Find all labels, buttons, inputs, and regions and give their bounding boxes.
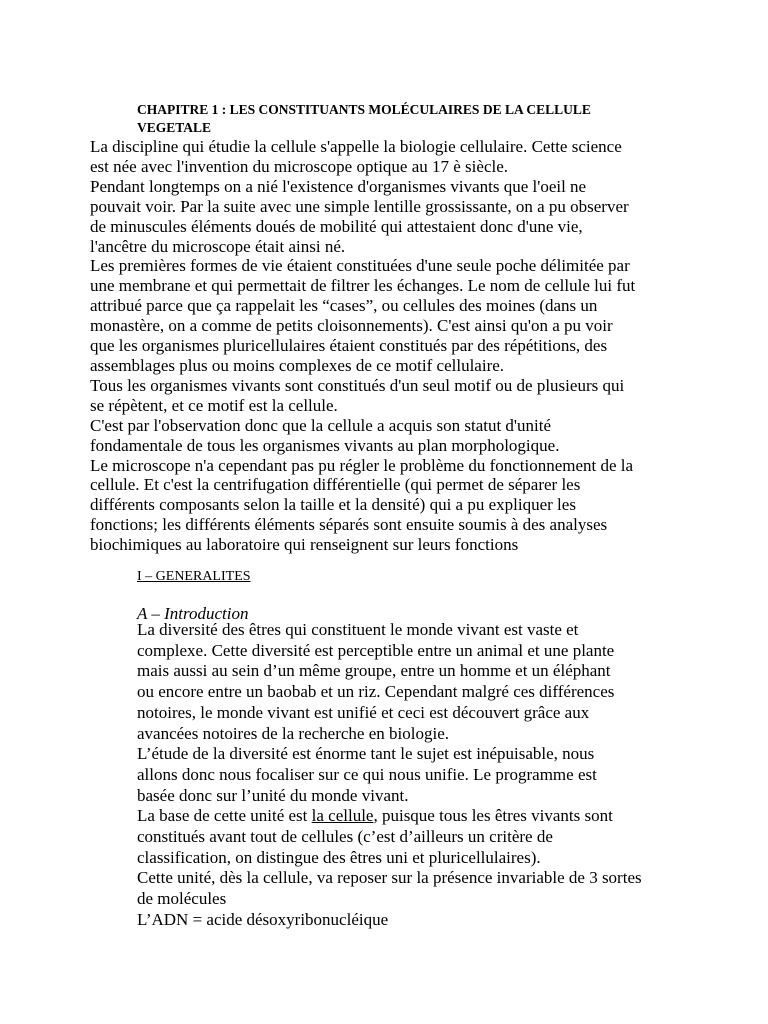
introduction-body: [137, 620, 737, 931]
intro-paragraphs: La discipline qui étudie la cellule s'appelle la biologie cellulaire. Cette science est née avec l'invention du microscope optique au 17 è siècle. Pendant longtemps on a nié l'existence d'organismes vivants que l'oeil ne pouvait voir. Par la suite avec une simple lentille grossissante, on a pu observer de minuscules éléments doués de mobilité qui attestaient donc d'une vie, l'ancêtre du microscope était ainsi né. Les premières formes de vie étaient constituées d'une seule poche délimitée par une membrane et qui permettait de filtrer les échanges. Le nom de cellule lui fut attribué parce que ça rappelait les “cases”, ou cellules des moines (dans un monastère, on a comme de petits cloisonnements). C'est ainsi qu'on a pu voir que les organismes pluricellulaires étaient constitués par des répétitions, des assemblages plus ou moins complexes de ce motif cellulaire. Tous les organismes vivants sont constitués d'un seul motif ou de plusieurs qui se répètent, et ce motif est la cellule. C'est par l'observation donc que la cellule a acquis son statut d'unité fondamentale de tous les organismes vivants au plan morphologique. Le microscope n'a cependant pas pu régler le problème du fonctionnement de la cellule. Et c'est la centrifugation différentielle (qui permet de séparer les différents composants selon la taille et la densité) qui a pu expliquer les fonctions; les différents éléments séparés sont ensuite soumis à des analyses biochimiques au laboratoire qui renseignent sur leurs fonctions: [90, 137, 636, 555]
body-text-part-2: , puisque tous les êtres vivants sont constitués avant tout de cellules (c’est d’ailleurs un critère de classification, on distingue des êtres uni et pluricellulaires). Cette unité, dès la cellule, va reposer sur la présence invariable de 3 sortes de molécules L’ADN = acide désoxyribonucléique: [137, 806, 642, 929]
underlined-term: la cellule: [311, 806, 374, 826]
section-heading: I – GENERALITES: [137, 569, 251, 584]
subsection-heading: A – Introduction: [137, 604, 249, 623]
chapter-title: CHAPITRE 1 : LES CONSTITUANTS MOLÉCULAIRES DE LA CELLULE VEGETALE: [137, 102, 591, 135]
body-text-part-1: La diversité des êtres qui constituent le monde vivant est vaste et complexe. Cette diversité est perceptible entre un animal et une plante mais aussi au sein d’un même groupe, entre un homme et un éléphant ou encore entre un baobab et un riz. Cependant malgré ces différences notoires, le monde vivant est unifié et ceci est découvert grâce aux avancées notoires de la recherche en biologie. L’étude de la diversité est énorme tant le sujet est inépuisable, nous allons donc nous focaliser sur ce qui nous unifie. Le programme est basée donc sur l’unité du monde vivant. La base de cette unité est: [137, 620, 615, 826]
